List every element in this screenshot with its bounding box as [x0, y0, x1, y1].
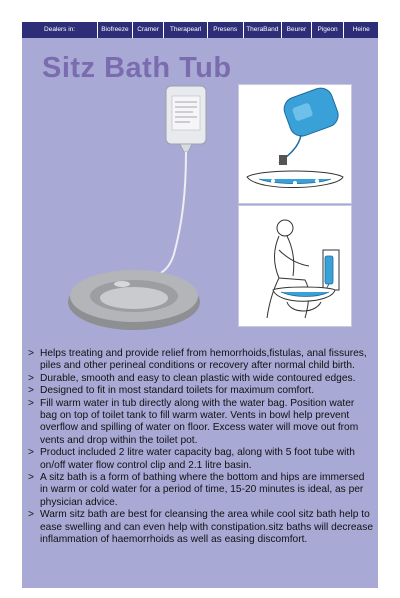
nav-brand-heine[interactable]: Heine	[352, 26, 370, 33]
feature-item: > Designed to fit in most standard toilets for maximum comfort.	[28, 385, 374, 397]
sitz-bath-product-image	[62, 84, 232, 334]
nav-brand-pigeon[interactable]: Pigeon	[312, 22, 345, 38]
feature-item: > Product included 2 litre water capacity bag, along with 5 foot tube with on/off water flow control clip and 2.1 litre basin.	[28, 447, 374, 472]
brand-nav	[22, 22, 378, 38]
feature-item: > Fill warm water in tub directly along with the water bag. Position water bag on top of toilet tank to fill warm water. Vents in bowl help prevent overflow and spilling of water on floor. Excess water will move out from vents and drop within the toilet pot.	[28, 398, 374, 448]
nav-brand-biofreeze[interactable]: Biofreeze	[98, 22, 133, 38]
page-title: Sitz Bath Tub	[42, 52, 232, 84]
bag-and-basin-illustration	[238, 84, 352, 204]
nav-dealers-label: Dealers in:	[22, 22, 98, 38]
feature-item: > Durable, smooth and easy to clean plastic with wide contoured edges.	[28, 373, 374, 385]
feature-item: > A sitz bath is a form of bathing where the bottom and hips are immersed in warm or cold water for a period of time, 15-20 minutes is ideal, as per physician advice.	[28, 472, 374, 509]
product-flyer	[22, 22, 378, 588]
nav-brand-cramer[interactable]: Cramer	[133, 22, 165, 38]
nav-brand-therapearl[interactable]: Therapearl	[164, 22, 208, 38]
seated-usage-illustration	[238, 205, 352, 327]
nav-brand-beurer[interactable]: Beurer	[282, 22, 312, 38]
feature-item: > Helps treating and provide relief from hemorrhoids,fistulas, anal fissures, piles and other perineal conditions or recovery after normal child birth.	[28, 348, 374, 373]
feature-list	[28, 348, 374, 547]
nav-brand-theraband[interactable]: TheraBand	[244, 22, 283, 38]
nav-brand-presens[interactable]: Presens	[208, 22, 244, 38]
feature-item: > Warm sitz bath are best for cleansing the area while cool sitz bath help to ease swelling and can even help with constipation.sitz baths will decrease inflammation of haemorrhoids as well as easing discomfort.	[28, 509, 374, 546]
